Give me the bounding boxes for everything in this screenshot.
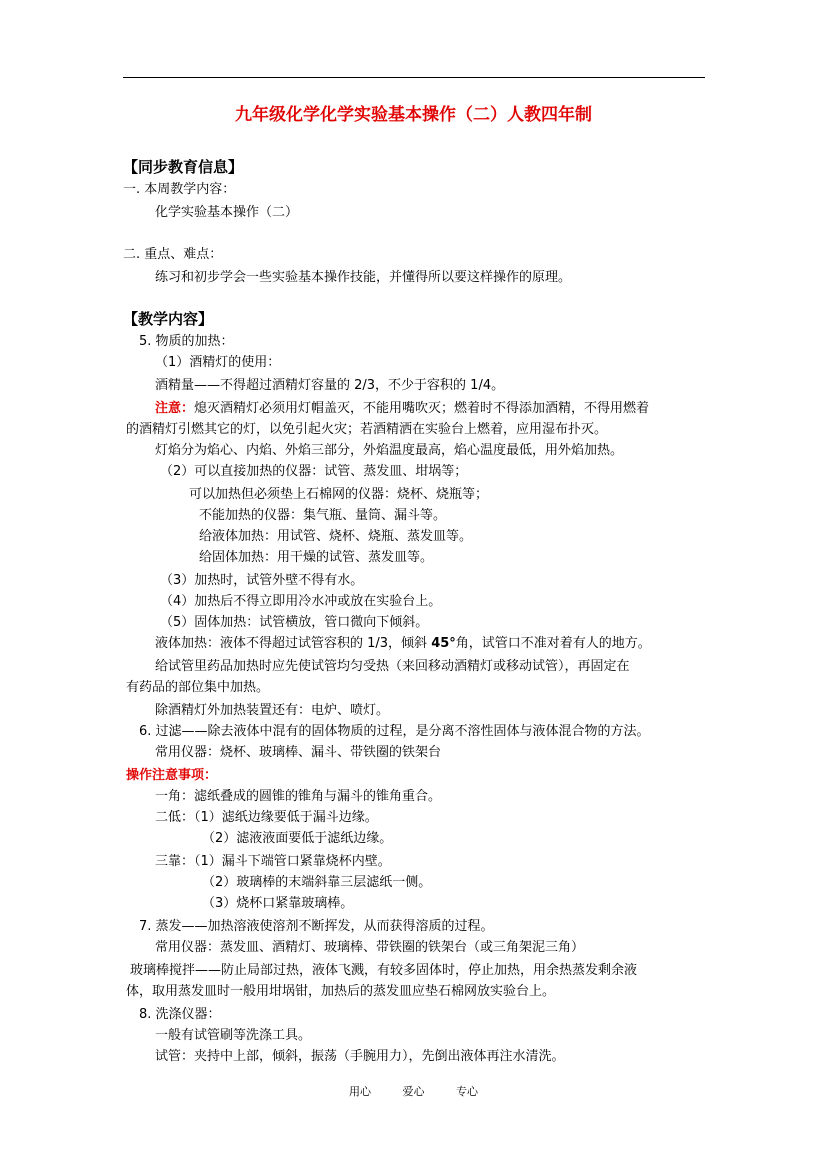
liquid-heating-a: 液体加热：液体不得超过试管容积的 1/3，倾斜 xyxy=(155,636,432,651)
item-5-heading: 5. 物质的加热： xyxy=(139,334,234,349)
item-5-5: （5）固体加热：试管横放，管口微向下倾斜。 xyxy=(160,615,429,630)
item-8-heading: 8. 洗涤仪器： xyxy=(139,1007,221,1022)
section-2-text: 练习和初步学会一些实验基本操作技能，并懂得所以要这样操作的原理。 xyxy=(155,270,572,285)
liquid-heating-angle: 45° xyxy=(431,636,456,651)
item-7-stir-b: 体，取用蒸发皿时一般用坩埚钳，加热后的蒸发皿应垫石棉网放实验台上。 xyxy=(126,984,556,999)
item-6-heading: 6. 过滤——除去液体中混有的固体物质的过程，是分离不溶性固体与液体混合物的方法。 xyxy=(139,724,650,739)
item-5-3: （3）加热时，试管外壁不得有水。 xyxy=(160,573,364,588)
one-tilt: 一角：滤纸叠成的圆锥的锥角与漏斗的锥角重合。 xyxy=(155,789,442,804)
item-5-2e: 给固体加热：用干燥的试管、蒸发皿等。 xyxy=(199,550,434,565)
item-7-heading: 7. 蒸发——加热溶液使溶剂不断挥发，从而获得溶质的过程。 xyxy=(139,919,494,934)
page-title: 九年级化学化学实验基本操作（二）人教四年制 xyxy=(235,105,592,125)
item-5-2b: 可以加热但必须垫上石棉网的仪器：烧杯、烧瓶等； xyxy=(189,487,489,502)
two-low-1: 二低：（1）滤纸边缘要低于漏斗边缘。 xyxy=(155,810,378,825)
note-label: 注意： xyxy=(155,401,195,416)
section-2-heading: 二. 重点、难点： xyxy=(123,247,223,262)
item-5-2: （2）可以直接加热的仪器：试管、蒸发皿、坩埚等； xyxy=(160,464,468,479)
section-1-text: 化学实验基本操作（二） xyxy=(155,205,299,220)
item-7-instruments: 常用仪器：蒸发皿、酒精灯、玻璃棒、带铁圈的铁架台（或三角架泥三角） xyxy=(155,940,585,955)
item-5-4: （4）加热后不得立即用冷水冲或放在实验台上。 xyxy=(160,594,442,609)
page-footer xyxy=(0,1084,827,1100)
note-line-2: 的酒精灯引燃其它的灯，以免引起火灾；若酒精洒在实验台上燃着，应用湿布扑灭。 xyxy=(126,422,608,437)
other-heating-devices: 除酒精灯外加热装置还有：电炉、喷灯。 xyxy=(155,703,390,718)
note-text-a: 熄灭酒精灯必须用灯帽盖灭，不能用嘴吹灭；燃着时不得添加酒精，不得用燃着 xyxy=(194,401,650,416)
item-7-stir-a: 玻璃棒搅拌——防止局部过热，液体飞溅，有较多固体时，停止加热，用余热蒸发剩余液 xyxy=(130,963,638,978)
three-lean-1: 三靠：（1）漏斗下端管口紧靠烧杯内壁。 xyxy=(155,854,391,869)
operation-notes-label: 操作注意事项： xyxy=(126,768,218,783)
liquid-heating-b: 角，试管口不准对着有人的地方。 xyxy=(455,636,651,651)
item-5-2c: 不能加热的仪器：集气瓶、量筒、漏斗等。 xyxy=(199,508,447,523)
item-6-instruments: 常用仪器：烧杯、玻璃棒、漏斗、带铁圈的铁架台 xyxy=(155,745,442,760)
item-8-b: 试管：夹持中上部，倾斜，振荡（手腕用力），先倒出液体再注水清洗。 xyxy=(155,1049,565,1064)
two-low-2: （2）滤液液面要低于滤纸边缘。 xyxy=(202,831,393,846)
liquid-heating xyxy=(155,635,651,653)
three-lean-2: （2）玻璃棒的末端斜靠三层滤纸一侧。 xyxy=(202,875,432,890)
item-5-1: （1）酒精灯的使用： xyxy=(155,355,281,370)
footer-item: 专心 xyxy=(456,1085,478,1098)
flame-line: 灯焰分为焰心、内焰、外焰三部分，外焰温度最高，焰心温度最低，用外焰加热。 xyxy=(155,443,624,458)
item-8-a: 一般有试管刷等洗涤工具。 xyxy=(155,1028,312,1043)
footer-item: 用心 xyxy=(349,1085,371,1098)
heating-note-b: 有药品的部位集中加热。 xyxy=(126,680,270,695)
section-1-heading: 一. 本周教学内容： xyxy=(123,182,236,197)
sync-header: 【同步教育信息】 xyxy=(123,158,244,176)
item-5-2d: 给液体加热：用试管、烧杯、烧瓶、蒸发皿等。 xyxy=(199,529,473,544)
heating-note-a: 给试管里药品加热时应先使试管均匀受热（来回移动酒精灯或移动试管），再固定在 xyxy=(155,659,630,674)
alcohol-amount: 酒精量——不得超过酒精灯容量的 2/3，不少于容积的 1/4。 xyxy=(155,378,505,393)
note-line-1 xyxy=(155,400,649,418)
header-rule xyxy=(123,77,705,78)
three-lean-3: （3）烧杯口紧靠玻璃棒。 xyxy=(202,896,354,911)
footer-item: 爱心 xyxy=(402,1085,425,1098)
content-header: 【教学内容】 xyxy=(123,310,214,328)
